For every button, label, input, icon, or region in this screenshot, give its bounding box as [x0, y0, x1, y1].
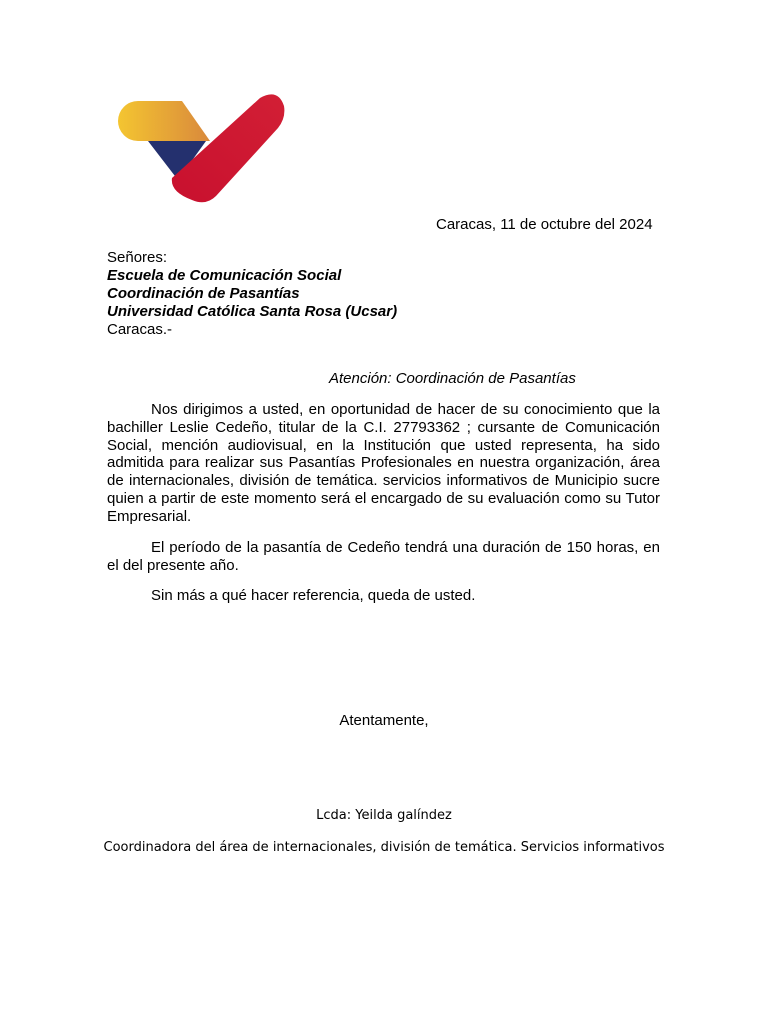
brand-logo-icon [112, 88, 288, 206]
recipient-block [107, 249, 397, 339]
body-paragraph-1: Nos dirigimos a usted, en oportunidad de hacer de su conocimiento que la bachiller Leslie Cedeño, titular de la C.I. 27793362 ; cursante de Comunicación Social, mención audiovisual, en la Institución que usted representa, ha sido admitida para realizar sus Pasantías Profesionales en nuestra organización, área de internacionales, división de temática. servicios informativos de Municipio sucre quien a partir de este momento será el encargado de su evaluación como su Tutor Empresarial. [107, 401, 660, 525]
letter-date: Caracas, 11 de octubre del 2024 [436, 216, 653, 233]
closing: Atentamente, [339, 712, 429, 729]
recipient-line-2: Coordinación de Pasantías [107, 285, 300, 302]
recipient-city: Caracas.- [107, 321, 173, 338]
recipient-line-1: Escuela de Comunicación Social [107, 267, 342, 284]
attention-line: Atención: Coordinación de Pasantías [329, 370, 576, 387]
signatory-title: Coordinadora del área de internacionales, división de temática. Servicios informativos [103, 840, 665, 855]
salutation: Señores: [107, 249, 168, 266]
signatory-name: Lcda: Yeilda galíndez [316, 808, 452, 823]
body-paragraph-2: El período de la pasantía de Cedeño tendrá una duración de 150 horas, en el del presente año. [107, 539, 660, 574]
body-paragraph-3: Sin más a qué hacer referencia, queda de usted. [151, 587, 476, 604]
recipient-line-3: Universidad Católica Santa Rosa (Ucsar) [107, 303, 398, 320]
